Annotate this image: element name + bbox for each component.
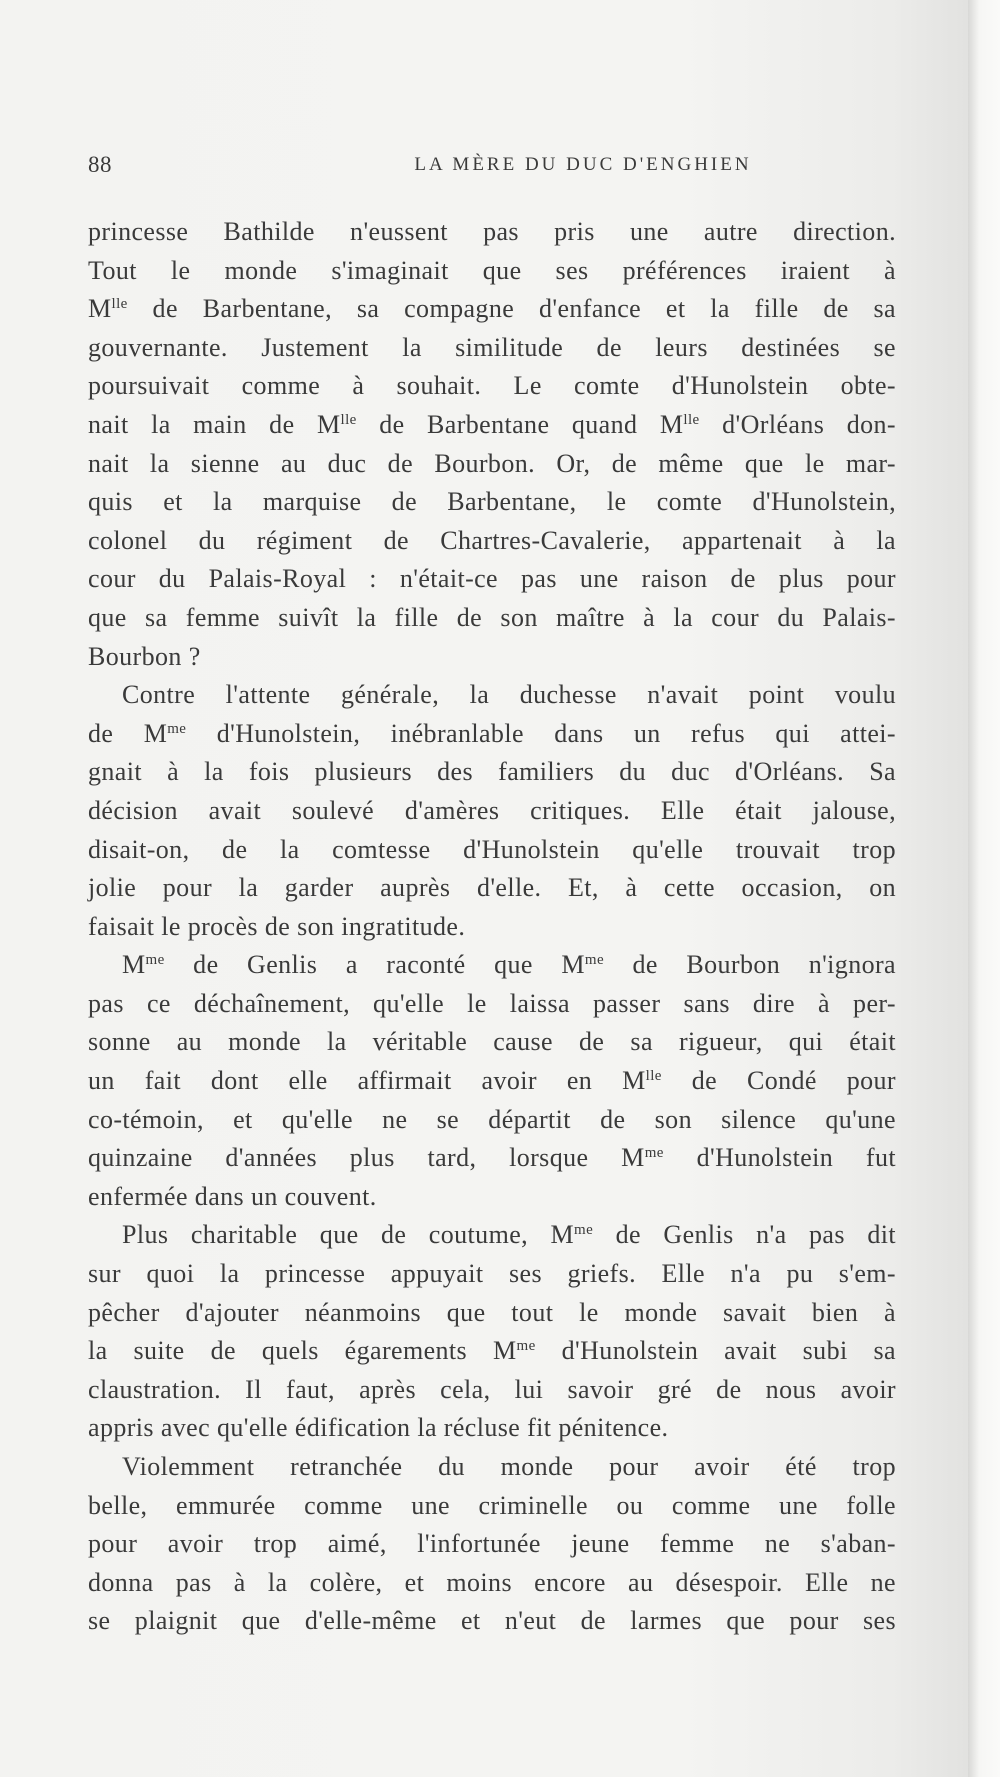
body-text <box>88 213 896 1641</box>
text-line: gnait à la fois plusieurs des familiers du duc d'Orléans. Sa <box>88 757 896 787</box>
text-line: décision avait soulevé d'amères critiques. Elle était jalouse, <box>88 795 896 825</box>
text-line: nait la main de $M^{lle}$ de Barbentane quand $M^{lle}$ d'Orléans don- <box>88 409 896 439</box>
text-line: co-témoin, et qu'elle ne se départit de son silence qu'une <box>88 1104 896 1134</box>
text-line: Bourbon ? <box>88 641 201 671</box>
text-line: Contre l'attente générale, la duchesse n'avait point voulu <box>122 680 896 710</box>
text-line: gouvernante. Justement la similitude de leurs destinées se <box>88 332 896 362</box>
text-line: $M^{lle}$ de Barbentane, sa compagne d'enfance et la fille de sa <box>88 294 896 324</box>
text-line: poursuivait comme à souhait. Le comte d'Hunolstein obte- <box>88 371 896 401</box>
page-gutter-edge <box>968 0 1000 1777</box>
text-line: quinzaine d'années plus tard, lorsque $M^{me}$ d'Hunolstein fut <box>88 1143 896 1173</box>
text-line: $M^{me}$ de Genlis a raconté que $M^{me}$ de Bourbon n'ignora <box>122 950 896 980</box>
text-line: enfermée dans un couvent. <box>88 1181 377 1211</box>
text-line: de $M^{me}$ d'Hunolstein, inébranlable dans un refus qui attei- <box>88 718 896 748</box>
text-line: claustration. Il faut, après cela, lui savoir gré de nous avoir <box>88 1374 896 1404</box>
text-line: Violemment retranchée du monde pour avoir été trop <box>122 1452 896 1481</box>
text-line: faisait le procès de son ingratitude. <box>88 911 466 941</box>
text-line: Tout le monde s'imaginait que ses préférences iraient à <box>88 255 896 285</box>
text-line: princesse Bathilde n'eussent pas pris une autre direction. <box>88 217 896 246</box>
text-line: Plus charitable que de coutume, $M^{me}$ de Genlis n'a pas dit <box>122 1220 896 1250</box>
text-line: quis et la marquise de Barbentane, le comte d'Hunolstein, <box>88 487 896 517</box>
text-line: pêcher d'ajouter néanmoins que tout le monde savait bien à <box>88 1297 896 1327</box>
text-line: pour avoir trop aimé, l'infortunée jeune femme ne s'aban- <box>88 1529 896 1559</box>
text-line: belle, emmurée comme une criminelle ou comme une folle <box>88 1490 896 1520</box>
text-line: colonel du régiment de Chartres-Cavalerie, appartenait à la <box>88 525 896 555</box>
text-line: que sa femme suivît la fille de son maître à la cour du Palais- <box>88 602 896 632</box>
text-line: pas ce déchaînement, qu'elle le laissa passer sans dire à per- <box>88 988 896 1018</box>
text-line: la suite de quels égarements $M^{me}$ d'Hunolstein avait subi sa <box>88 1336 896 1366</box>
text-line: nait la sienne au duc de Bourbon. Or, de même que le mar- <box>88 448 896 478</box>
text-line: appris avec qu'elle édification la récluse fit pénitence. <box>88 1413 669 1443</box>
page-header <box>88 152 898 186</box>
text-line: jolie pour la garder auprès d'elle. Et, à cette occasion, on <box>88 873 896 903</box>
text-line: sonne au monde la véritable cause de sa rigueur, qui était <box>88 1027 896 1057</box>
running-title: LA MÈRE DU DUC D'ENGHIEN <box>414 154 752 175</box>
text-line: sur quoi la princesse appuyait ses griefs. Elle n'a pu s'em- <box>88 1259 896 1289</box>
text-line: disait-on, de la comtesse d'Hunolstein qu'elle trouvait trop <box>88 834 896 864</box>
text-line: se plaignit que d'elle-même et n'eut de larmes que pour ses <box>88 1606 896 1636</box>
text-line: un fait dont elle affirmait avoir en $M^{lle}$ de Condé pour <box>88 1066 896 1096</box>
text-line: cour du Palais-Royal : n'était-ce pas une raison de plus pour <box>88 564 896 594</box>
page-number: 88 <box>88 152 112 177</box>
text-line: donna pas à la colère, et moins encore au désespoir. Elle ne <box>88 1567 896 1597</box>
